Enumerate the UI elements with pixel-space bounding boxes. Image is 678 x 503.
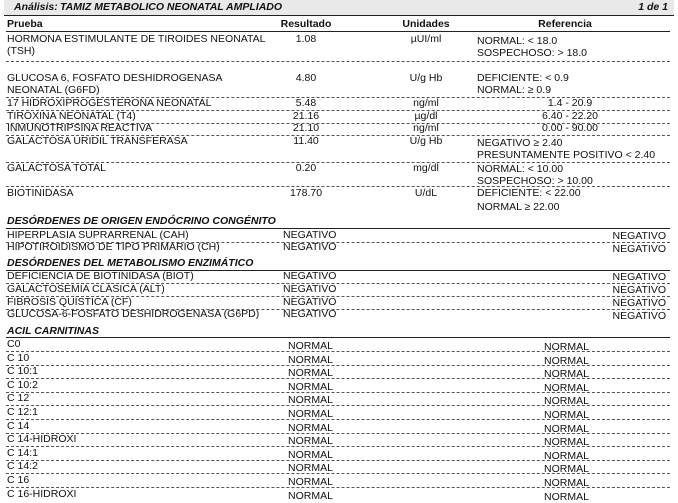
test-units: U/g Hb bbox=[409, 135, 443, 147]
test-reference: 6.40 - 22.20 bbox=[541, 110, 599, 122]
carnitine-reference: NORMAL bbox=[544, 409, 589, 421]
test-units: µg/dl bbox=[414, 110, 438, 122]
test-name: INMUNOTRIPSINA REACTIVA bbox=[7, 122, 153, 134]
carnitine-name: C 14:2 bbox=[7, 460, 38, 472]
test-name: GLUCOSA 6, FOSFATO DESHIDROGENASA bbox=[7, 72, 223, 84]
carnitine-name: C 12 bbox=[7, 392, 30, 404]
test-reference: NORMAL ≥ 22.00 bbox=[477, 201, 560, 213]
carnitine-reference: NORMAL bbox=[544, 463, 589, 475]
screening-reference: NEGATIVO bbox=[612, 297, 666, 309]
screening-reference: NEGATIVO bbox=[612, 284, 666, 296]
row-divider bbox=[6, 460, 670, 461]
row-divider bbox=[6, 378, 670, 379]
row-divider bbox=[6, 433, 670, 434]
screening-reference: NEGATIVO bbox=[612, 243, 666, 255]
screening-result: NEGATIVO bbox=[283, 308, 337, 320]
test-units: mg/dl bbox=[413, 162, 439, 174]
carnitine-result: NORMAL bbox=[288, 422, 333, 434]
screening-name: HIPERPLASIA SUPRARRENAL (CAH) bbox=[7, 229, 189, 241]
carnitine-result: NORMAL bbox=[288, 449, 333, 461]
screening-name: GLUCOSA-6-FOSFATO DESHIDROGENASA (G6PD) bbox=[7, 308, 260, 320]
test-reference: NORMAL: ≥ 0.9 bbox=[477, 84, 552, 96]
screening-name: DEFICIENCIA DE BIOTINIDASA (BIOT) bbox=[7, 270, 194, 282]
carnitine-name: C 16 bbox=[7, 474, 30, 486]
carnitine-reference: NORMAL bbox=[544, 477, 589, 489]
test-units: U/dL bbox=[414, 187, 438, 199]
carnitine-reference: NORMAL bbox=[544, 423, 589, 435]
section-title-metabolic: DESÓRDENES DEL METABOLISMO ENZIMÁTICO bbox=[7, 257, 254, 269]
test-name: GALACTOSA URIDIL TRANSFERASA bbox=[7, 135, 188, 147]
test-units: ng/ml bbox=[413, 122, 439, 134]
test-reference: 0.00 - 90.00 bbox=[541, 122, 599, 134]
row-divider bbox=[6, 365, 670, 366]
test-reference: NEGATIVO ≥ 2.40 bbox=[477, 137, 563, 149]
carnitine-reference: NORMAL bbox=[544, 491, 589, 503]
test-name: BIOTINIDASA bbox=[7, 187, 74, 199]
test-result: 4.80 bbox=[295, 72, 317, 84]
screening-name: GALACTOSEMIA CLÁSICA (ALT) bbox=[7, 283, 165, 295]
carnitine-result: NORMAL bbox=[288, 408, 333, 420]
row-divider bbox=[6, 351, 670, 352]
carnitine-result: NORMAL bbox=[288, 462, 333, 474]
carnitine-reference: NORMAL bbox=[544, 341, 589, 353]
screening-reference: NEGATIVO bbox=[612, 230, 666, 242]
test-name: (TSH) bbox=[7, 45, 35, 57]
row-divider bbox=[6, 419, 670, 420]
carnitine-name: C 14-HIDROXI bbox=[7, 433, 77, 445]
row-divider bbox=[6, 446, 670, 447]
test-name: HORMONA ESTIMULANTE DE TIROIDES NEONATAL bbox=[7, 33, 266, 45]
screening-result: NEGATIVO bbox=[283, 270, 337, 282]
carnitine-result: NORMAL bbox=[288, 381, 333, 393]
test-name: TIROXINA NEONATAL (T4) bbox=[7, 110, 136, 122]
test-reference: SOSPECHOSO: > 18.0 bbox=[477, 47, 588, 59]
carnitine-reference: NORMAL bbox=[544, 355, 589, 367]
screening-reference: NEGATIVO bbox=[612, 310, 666, 322]
column-header-units: Unidades bbox=[402, 18, 450, 30]
carnitine-name: C 10 bbox=[7, 352, 30, 364]
row-divider bbox=[6, 61, 670, 62]
carnitine-result: NORMAL bbox=[288, 476, 333, 488]
screening-result: NEGATIVO bbox=[283, 229, 337, 241]
test-result: 5.48 bbox=[295, 97, 317, 109]
test-reference: DEFICIENTE: < 0.9 bbox=[477, 72, 569, 84]
carnitine-result: NORMAL bbox=[288, 394, 333, 406]
screening-result: NEGATIVO bbox=[283, 241, 337, 253]
screening-result: NEGATIVO bbox=[283, 283, 337, 295]
section-title-carnitines: ACIL CARNITINAS bbox=[7, 325, 99, 337]
test-reference: DEFICIENTE: < 22.00 bbox=[477, 187, 581, 199]
screening-name: HIPOTIROIDISMO DE TIPO PRIMARIO (CH) bbox=[7, 241, 220, 253]
carnitine-reference: NORMAL bbox=[544, 450, 589, 462]
column-header-test: Prueba bbox=[7, 18, 43, 30]
screening-name: FIBROSIS QUÍSTICA (CF) bbox=[7, 296, 132, 308]
carnitine-result: NORMAL bbox=[288, 340, 333, 352]
carnitine-name: C 14 bbox=[7, 420, 30, 432]
section-divider bbox=[6, 337, 670, 338]
test-result: 21.10 bbox=[292, 122, 320, 134]
test-name: 17 HIDROXIPROGESTERONA NEONATAL bbox=[7, 97, 212, 109]
test-result: 11.40 bbox=[293, 135, 319, 147]
analysis-label: Análisis: bbox=[14, 1, 58, 13]
screening-result: NEGATIVO bbox=[283, 296, 337, 308]
row-divider bbox=[6, 487, 670, 488]
carnitine-result: NORMAL bbox=[288, 490, 333, 502]
carnitine-result: NORMAL bbox=[288, 435, 333, 447]
row-divider bbox=[6, 405, 670, 406]
test-result: 0.20 bbox=[295, 162, 317, 174]
test-reference: PRESUNTAMENTE POSITIVO < 2.40 bbox=[477, 149, 656, 161]
carnitine-name: C 10:2 bbox=[7, 379, 38, 391]
screening-reference: NEGATIVO bbox=[612, 271, 666, 283]
test-units: U/g Hb bbox=[409, 72, 443, 84]
carnitine-name: C 10:1 bbox=[7, 365, 38, 377]
analysis-title: TAMIZ METABOLICO NEONATAL AMPLIADO bbox=[60, 1, 283, 13]
carnitine-result: NORMAL bbox=[288, 367, 333, 379]
carnitine-name: C0 bbox=[7, 338, 21, 350]
carnitine-reference: NORMAL bbox=[544, 395, 589, 407]
carnitine-name: C 14:1 bbox=[7, 447, 38, 459]
test-units: µUI/ml bbox=[410, 33, 442, 45]
test-reference: NORMAL: < 18.0 bbox=[477, 35, 558, 47]
test-reference: NORMAL: < 10.00 bbox=[477, 163, 564, 175]
carnitine-result: NORMAL bbox=[288, 354, 333, 366]
carnitine-reference: NORMAL bbox=[544, 368, 589, 380]
section-title-endocrine: DESÓRDENES DE ORIGEN ENDÓCRINO CONGÉNITO bbox=[7, 215, 276, 227]
test-reference: SOSPECHOSO: > 10.00 bbox=[477, 175, 593, 187]
column-header-result: Resultado bbox=[280, 18, 332, 30]
column-header-divider bbox=[6, 31, 670, 32]
row-divider bbox=[6, 392, 670, 393]
carnitine-name: C 12:1 bbox=[7, 406, 38, 418]
test-reference: 1.4 - 20.9 bbox=[547, 97, 593, 109]
test-result: 178.70 bbox=[289, 187, 323, 199]
carnitine-name: C 16-HIDROXI bbox=[7, 488, 77, 500]
page-indicator: 1 de 1 bbox=[638, 1, 668, 13]
test-name: NEONATAL (G6FD) bbox=[7, 84, 100, 96]
test-result: 1.08 bbox=[295, 33, 317, 45]
test-units: ng/ml bbox=[413, 97, 439, 109]
carnitine-reference: NORMAL bbox=[544, 382, 589, 394]
test-result: 21.16 bbox=[292, 110, 320, 122]
carnitine-reference: NORMAL bbox=[544, 436, 589, 448]
column-header-reference: Referencia bbox=[538, 18, 592, 30]
row-divider bbox=[6, 473, 670, 474]
test-name: GALACTOSA TOTAL bbox=[7, 162, 107, 174]
